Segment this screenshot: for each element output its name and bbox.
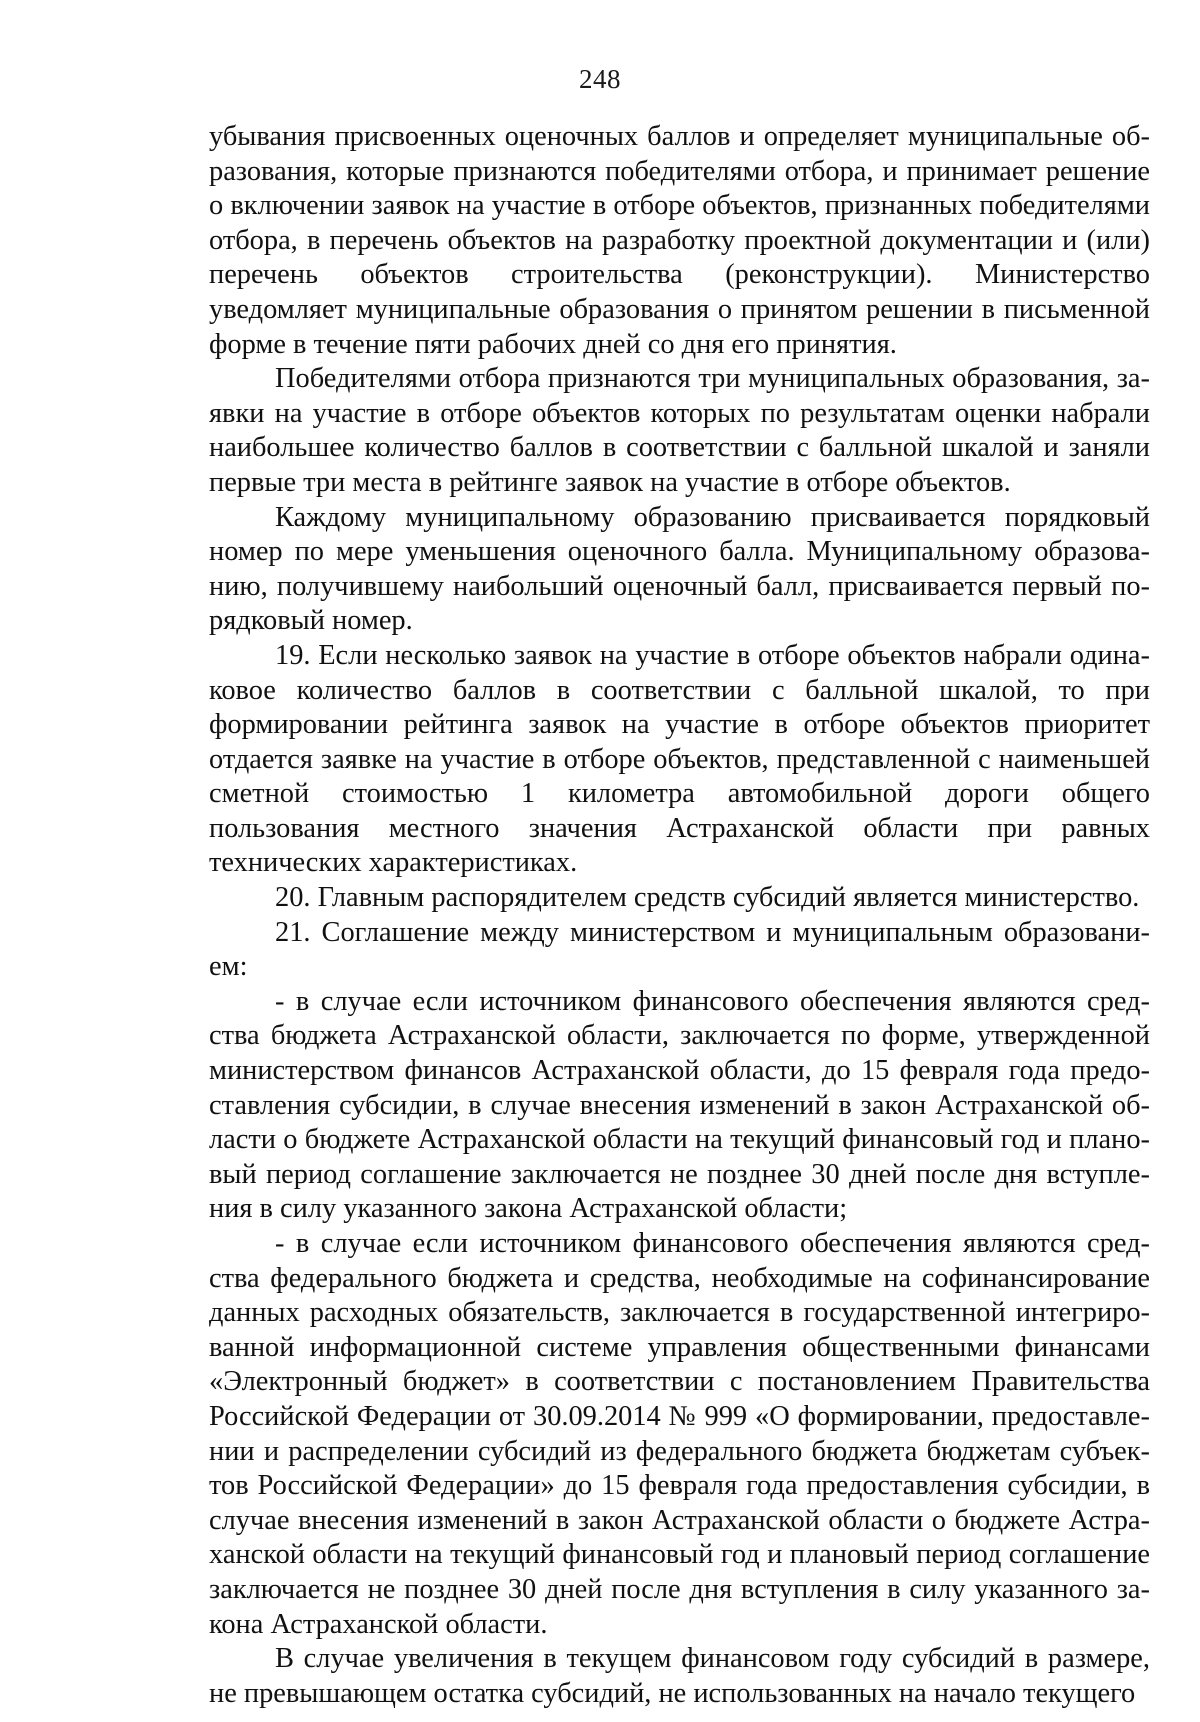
list-item-regional-budget: - в случае если источником финансового обеспечения являются средства бюджета Астраханской области, заключается по форме, утвержденной министерством финансов Астраханской области, до 15 февраля года предоставления субсидии, в случае внесения изменений в закон Астраханской области о бюджете Астраханской области на текущий финансовый год и плановый период соглашение заключается не позднее 30 дней после дня вступления в силу указанного закона Астраханской области; <box>209 985 1150 1225</box>
page-number: 248 <box>579 64 621 94</box>
paragraph: В случае увеличения в текущем финансовом году субсидий в размере, не превышающем остатка субсидий, не использованных на начало текущего <box>209 1643 1150 1709</box>
paragraph: убывания присвоенных оценочных баллов и определяет муниципальные образования, которые признаются победителями отбора, и принимает решение о включении заявок на участие в отборе объектов, признанных победителями отбора, в перечень объектов на разработку проектной документации и (или) перечень объектов строительства (реконструкции). Министерство уведомляет муниципальные образования о принятом решении в письменной форме в течение пяти рабочих дней со дня его принятия. <box>209 121 1150 360</box>
list-item-federal-budget: - в случае если источником финансового обеспечения являются средства федерального бюджета и средства, необходимые на софинансирование данных расходных обязательств, заключается в государственной интегрированной информационной системе управления общественными финансами «Электронный бюджет» в соответствии с постановлением Правительства Российской Федерации от 30.09.2014 № 999 «О формировании, предоставлении и распределении субсидий из федерального бюджета бюджетам субъектов Российской Федерации» до 15 февраля года предоставления субсидии, в случае внесения изменений в закон Астраханской области о бюджете Астраханской области на текущий финансовый год и плановый период соглашение заключается не позднее 30 дней после дня вступления в силу указанного закона Астраханской области. <box>209 1228 1150 1640</box>
paragraph-item-21: 21. Соглашение между министерством и муниципальным образованием: <box>209 916 1150 983</box>
paragraph-item-19: 19. Если несколько заявок на участие в отборе объектов набрали одинаковое количество баллов в соответствии с балльной шкалой, то при формировании рейтинга заявок на участие в отборе объектов приоритет отдается заявке на участие в отборе объектов, представленной с наименьшей сметной стоимостью 1 километра автомобильной дороги общего пользования местного значения Астраханской области при равных технических характеристиках. <box>209 639 1150 879</box>
paragraph: Каждому муниципальному образованию присваивается порядковый номер по мере уменьшения оценочного балла. Муниципальному образованию, получившему наибольший оценочный балл, присваивается первый порядковый номер. <box>209 501 1150 637</box>
paragraph: Победителями отбора признаются три муниципальных образования, заявки на участие в отборе объектов которых по результатам оценки набрали наибольшее количество баллов в соответствии с балльной шкалой и заняли первые три места в рейтинге заявок на участие в отборе объектов. <box>209 363 1150 498</box>
document-body <box>209 120 1150 1711</box>
paragraph-item-20: 20. Главным распорядителем средств субсидий является министерство. <box>275 882 1140 914</box>
